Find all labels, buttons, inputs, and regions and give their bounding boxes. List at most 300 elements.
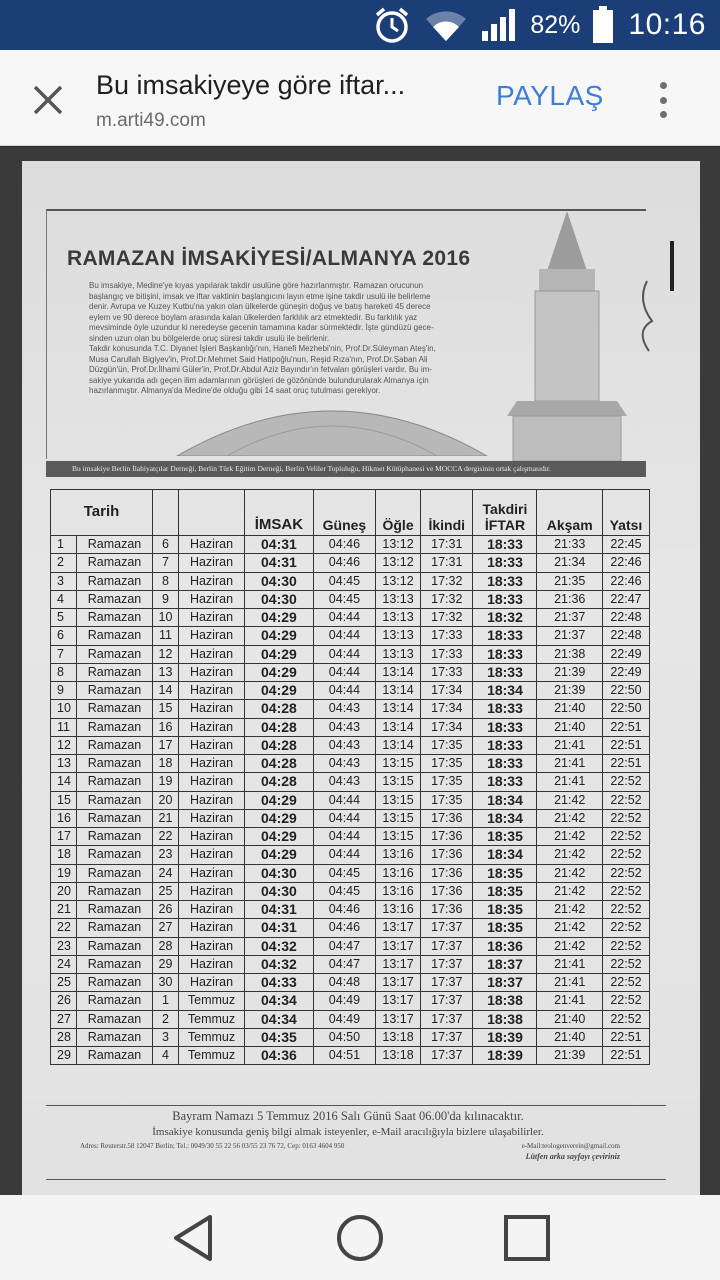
ikindi-time: 17:37	[421, 1028, 473, 1046]
row-number: 29	[51, 1047, 77, 1065]
gregorian-day: 25	[153, 882, 179, 900]
more-vert-icon	[660, 97, 667, 104]
gregorian-month: Haziran	[179, 700, 245, 718]
ikindi-time: 17:35	[421, 736, 473, 754]
home-button[interactable]	[330, 1208, 390, 1268]
gregorian-day: 3	[153, 1028, 179, 1046]
aksam-time: 21:42	[537, 846, 602, 864]
gregorian-day: 17	[153, 736, 179, 754]
more-options-button[interactable]	[648, 78, 678, 122]
ikindi-time: 17:36	[421, 864, 473, 882]
gregorian-day: 6	[153, 536, 179, 554]
ogle-time: 13:12	[376, 554, 421, 572]
battery-percentage: 82%	[530, 10, 581, 39]
imsak-time: 04:31	[245, 554, 314, 572]
ogle-time: 13:17	[376, 974, 421, 992]
aksam-time: 21:34	[537, 554, 602, 572]
ikindi-time: 17:37	[421, 919, 473, 937]
hijri-month: Ramazan	[77, 755, 153, 773]
imsakiye-document	[46, 209, 670, 1161]
gregorian-month: Haziran	[179, 791, 245, 809]
hijri-month: Ramazan	[77, 882, 153, 900]
aksam-time: 21:42	[537, 791, 602, 809]
yatsi-time: 22:52	[602, 828, 649, 846]
iftar-time: 18:33	[473, 736, 537, 754]
iftar-time: 18:38	[473, 992, 537, 1010]
yatsi-time: 22:50	[602, 682, 649, 700]
hijri-month: Ramazan	[77, 645, 153, 663]
table-body	[51, 536, 650, 1065]
bayram-notice: Bayram Namazı 5 Temmuz 2016 Salı Günü Saat 06.00'da kılınacaktır.	[172, 1109, 524, 1123]
col-header-blank	[179, 490, 245, 536]
signal-icon	[480, 7, 520, 43]
ogle-time: 13:14	[376, 736, 421, 754]
gregorian-month: Haziran	[179, 882, 245, 900]
gunes-time: 04:44	[313, 846, 375, 864]
aksam-time: 21:36	[537, 590, 602, 608]
table-row	[51, 937, 650, 955]
table-row	[51, 882, 650, 900]
table-row	[51, 1047, 650, 1065]
ikindi-time: 17:34	[421, 682, 473, 700]
intro-line: Düzgün'ün, Prof.Dr.İlhami Güler'in, Prof.Dr.Abdul Aziz Bayındır'ın fetvaları görüşleri vardır. Bu im-	[89, 365, 432, 374]
imsak-time: 04:31	[245, 536, 314, 554]
hijri-month: Ramazan	[77, 1010, 153, 1028]
col-header-tarih: Tarih	[51, 490, 153, 536]
gregorian-month: Temmuz	[179, 1028, 245, 1046]
row-number: 17	[51, 828, 77, 846]
close-tab-button[interactable]	[26, 78, 70, 122]
ogle-time: 13:16	[376, 901, 421, 919]
row-number: 28	[51, 1028, 77, 1046]
intro-line: Takdir konusunda T.C. Diyanet İşleri Başkanlığı'nın, Hanefi Mezhebi'nin, Prof.Dr.Süleyman Ateş'in,	[89, 344, 436, 353]
ogle-time: 13:15	[376, 828, 421, 846]
intro-line: başlangıç ve bitişini, imsak ve iftar vaktinin başlangıcını layın etme işine takdir usulü ile belirleme	[89, 291, 431, 301]
imsak-time: 04:31	[245, 919, 314, 937]
intro-line: eylem ve 90 derece boylam arasında kalan ülkelerden farklılık arz etmektedir. Bu farklılık yaz	[89, 312, 418, 322]
gregorian-month: Haziran	[179, 901, 245, 919]
iftar-time: 18:34	[473, 682, 537, 700]
hijri-month: Ramazan	[77, 955, 153, 973]
iftar-header-line: İFTAR	[484, 517, 526, 533]
gunes-time: 04:49	[313, 992, 375, 1010]
iftar-time: 18:34	[473, 791, 537, 809]
ikindi-time: 17:37	[421, 1047, 473, 1065]
hijri-month: Ramazan	[77, 809, 153, 827]
gregorian-day: 12	[153, 645, 179, 663]
gunes-time: 04:46	[313, 554, 375, 572]
ikindi-time: 17:35	[421, 755, 473, 773]
row-number: 20	[51, 882, 77, 900]
yatsi-time: 22:46	[602, 554, 649, 572]
ikindi-time: 17:31	[421, 554, 473, 572]
info-notice: İmsakiye konusunda geniş bilgi almak isteyenler, e-Mail aracılığıyla bizlere ulaşabilirler.	[152, 1126, 544, 1138]
yatsi-time: 22:47	[602, 590, 649, 608]
gregorian-month: Haziran	[179, 937, 245, 955]
yatsi-time: 22:51	[602, 1028, 649, 1046]
yatsi-time: 22:52	[602, 937, 649, 955]
col-header-gunes: Güneş	[313, 490, 375, 536]
hijri-month: Ramazan	[77, 937, 153, 955]
ikindi-time: 17:35	[421, 773, 473, 791]
hijri-month: Ramazan	[77, 590, 153, 608]
aksam-time: 21:41	[537, 736, 602, 754]
table-row	[51, 663, 650, 681]
gregorian-day: 8	[153, 572, 179, 590]
ikindi-time: 17:32	[421, 609, 473, 627]
browser-toolbar	[0, 50, 720, 146]
table-row	[51, 1028, 650, 1046]
col-header-yatsi: Yatsı	[602, 490, 649, 536]
iftar-time: 18:35	[473, 919, 537, 937]
gunes-time: 04:44	[313, 828, 375, 846]
ikindi-time: 17:35	[421, 791, 473, 809]
gunes-time: 04:43	[313, 700, 375, 718]
iftar-time: 18:35	[473, 864, 537, 882]
imsak-time: 04:29	[245, 828, 314, 846]
imsak-time: 04:30	[245, 882, 314, 900]
minaret-illustration	[477, 211, 657, 461]
gunes-time: 04:46	[313, 919, 375, 937]
hijri-month: Ramazan	[77, 572, 153, 590]
gregorian-month: Haziran	[179, 974, 245, 992]
ikindi-time: 17:37	[421, 1010, 473, 1028]
ogle-time: 13:13	[376, 609, 421, 627]
gunes-time: 04:43	[313, 718, 375, 736]
yatsi-time: 22:52	[602, 992, 649, 1010]
gregorian-month: Haziran	[179, 718, 245, 736]
aksam-time: 21:41	[537, 974, 602, 992]
gregorian-day: 16	[153, 718, 179, 736]
more-vert-icon	[660, 111, 667, 118]
iftar-time: 18:35	[473, 882, 537, 900]
aksam-time: 21:41	[537, 773, 602, 791]
imsak-time: 04:29	[245, 663, 314, 681]
ogle-time: 13:15	[376, 791, 421, 809]
aksam-time: 21:40	[537, 718, 602, 736]
yatsi-time: 22:52	[602, 791, 649, 809]
gregorian-day: 28	[153, 937, 179, 955]
row-number: 6	[51, 627, 77, 645]
col-header-imsak: İMSAK	[245, 490, 314, 536]
gunes-time: 04:44	[313, 609, 375, 627]
gregorian-day: 14	[153, 682, 179, 700]
yatsi-time: 22:52	[602, 773, 649, 791]
ikindi-time: 17:36	[421, 882, 473, 900]
page-content[interactable]	[0, 147, 720, 1195]
aksam-time: 21:41	[537, 955, 602, 973]
imsak-time: 04:33	[245, 974, 314, 992]
close-icon	[32, 84, 64, 116]
back-button[interactable]	[163, 1208, 223, 1268]
table-row	[51, 572, 650, 590]
intro-line: Bu imsakiye, Medine'ye kıyas yapılarak takdir usulüne göre hazırlanmıştır. Ramazan orucunun	[89, 281, 424, 290]
ikindi-time: 17:36	[421, 809, 473, 827]
gregorian-day: 21	[153, 809, 179, 827]
ogle-time: 13:17	[376, 1010, 421, 1028]
gregorian-day: 23	[153, 846, 179, 864]
document-header	[46, 209, 646, 459]
ogle-time: 13:15	[376, 755, 421, 773]
navigation-bar	[0, 1195, 720, 1280]
aksam-time: 21:37	[537, 627, 602, 645]
iftar-time: 18:39	[473, 1028, 537, 1046]
yatsi-time: 22:52	[602, 882, 649, 900]
table-row	[51, 773, 650, 791]
divider	[46, 1105, 666, 1106]
yatsi-time: 22:52	[602, 955, 649, 973]
iftar-time: 18:33	[473, 590, 537, 608]
gregorian-month: Haziran	[179, 919, 245, 937]
address: Adres: Reuterstr.58 12047 Berlin; Tel.: 0049/30 55 22 56 03/55 23 76 72, Cep: 0163 4604 950	[80, 1142, 345, 1150]
gregorian-month: Haziran	[179, 955, 245, 973]
page-url: m.arti49.com	[96, 110, 206, 131]
ogle-time: 13:13	[376, 627, 421, 645]
gregorian-month: Haziran	[179, 609, 245, 627]
imsak-time: 04:32	[245, 937, 314, 955]
gunes-time: 04:44	[313, 809, 375, 827]
row-number: 18	[51, 846, 77, 864]
ogle-time: 13:17	[376, 919, 421, 937]
row-number: 12	[51, 736, 77, 754]
status-bar	[0, 0, 720, 50]
iftar-time: 18:35	[473, 901, 537, 919]
aksam-time: 21:42	[537, 828, 602, 846]
gregorian-day: 15	[153, 700, 179, 718]
table-row	[51, 846, 650, 864]
hijri-month: Ramazan	[77, 773, 153, 791]
yatsi-time: 22:46	[602, 572, 649, 590]
home-circle-icon	[335, 1213, 385, 1263]
ogle-time: 13:14	[376, 682, 421, 700]
gregorian-month: Temmuz	[179, 1047, 245, 1065]
intro-line: sakiye yukarıda adı geçen ilim adamlarının görüşleri de gözönünde bulundurularak Almanya için	[89, 375, 429, 385]
yatsi-time: 22:49	[602, 663, 649, 681]
wifi-icon	[424, 7, 468, 43]
gunes-time: 04:51	[313, 1047, 375, 1065]
row-number: 10	[51, 700, 77, 718]
yatsi-time: 22:51	[602, 1047, 649, 1065]
gunes-time: 04:43	[313, 736, 375, 754]
ogle-time: 13:18	[376, 1047, 421, 1065]
yatsi-time: 22:45	[602, 536, 649, 554]
yatsi-time: 22:48	[602, 627, 649, 645]
gregorian-day: 9	[153, 590, 179, 608]
row-number: 21	[51, 901, 77, 919]
iftar-time: 18:34	[473, 846, 537, 864]
intro-line: sinden uzun olan bu bölgelerde oruç süresi takdir usulü ile belirlenir.	[89, 333, 330, 343]
row-number: 24	[51, 955, 77, 973]
document-photo	[22, 161, 700, 1195]
ogle-time: 13:15	[376, 809, 421, 827]
table-row	[51, 609, 650, 627]
ikindi-time: 17:36	[421, 901, 473, 919]
table-row	[51, 590, 650, 608]
imsak-time: 04:29	[245, 627, 314, 645]
gunes-time: 04:44	[313, 627, 375, 645]
table-row	[51, 974, 650, 992]
aksam-time: 21:42	[537, 809, 602, 827]
hijri-month: Ramazan	[77, 791, 153, 809]
gregorian-month: Haziran	[179, 755, 245, 773]
gunes-time: 04:43	[313, 755, 375, 773]
gregorian-day: 4	[153, 1047, 179, 1065]
imsak-time: 04:29	[245, 645, 314, 663]
col-header-aksam: Akşam	[537, 490, 602, 536]
gregorian-day: 27	[153, 919, 179, 937]
imsak-time: 04:35	[245, 1028, 314, 1046]
gregorian-day: 7	[153, 554, 179, 572]
yatsi-time: 22:52	[602, 919, 649, 937]
gregorian-day: 10	[153, 609, 179, 627]
iftar-time: 18:33	[473, 663, 537, 681]
hijri-month: Ramazan	[77, 682, 153, 700]
hijri-month: Ramazan	[77, 663, 153, 681]
iftar-time: 18:37	[473, 955, 537, 973]
yatsi-time: 22:52	[602, 864, 649, 882]
imsak-time: 04:28	[245, 700, 314, 718]
gregorian-month: Temmuz	[179, 992, 245, 1010]
gregorian-day: 1	[153, 992, 179, 1010]
gregorian-day: 22	[153, 828, 179, 846]
ogle-time: 13:13	[376, 590, 421, 608]
aksam-time: 21:41	[537, 992, 602, 1010]
row-number: 15	[51, 791, 77, 809]
aksam-time: 21:39	[537, 682, 602, 700]
aksam-time: 21:42	[537, 864, 602, 882]
gregorian-day: 30	[153, 974, 179, 992]
ikindi-time: 17:33	[421, 627, 473, 645]
iftar-time: 18:36	[473, 937, 537, 955]
imsak-time: 04:28	[245, 736, 314, 754]
ogle-time: 13:16	[376, 864, 421, 882]
gregorian-month: Temmuz	[179, 1010, 245, 1028]
aksam-time: 21:38	[537, 645, 602, 663]
iftar-time: 18:33	[473, 536, 537, 554]
ikindi-time: 17:31	[421, 536, 473, 554]
hijri-month: Ramazan	[77, 627, 153, 645]
row-number: 27	[51, 1010, 77, 1028]
ikindi-time: 17:32	[421, 572, 473, 590]
iftar-time: 18:33	[473, 554, 537, 572]
aksam-time: 21:35	[537, 572, 602, 590]
col-header-ogle: Öğle	[376, 490, 421, 536]
table-row	[51, 992, 650, 1010]
hijri-month: Ramazan	[77, 536, 153, 554]
col-header-blank	[153, 490, 179, 536]
back-triangle-icon	[170, 1213, 216, 1263]
table-row	[51, 864, 650, 882]
ikindi-time: 17:37	[421, 937, 473, 955]
ogle-time: 13:12	[376, 572, 421, 590]
table-row	[51, 791, 650, 809]
gunes-time: 04:44	[313, 791, 375, 809]
imsak-time: 04:29	[245, 609, 314, 627]
imsak-time: 04:29	[245, 846, 314, 864]
yatsi-time: 22:52	[602, 1010, 649, 1028]
row-number: 14	[51, 773, 77, 791]
ogle-time: 13:14	[376, 700, 421, 718]
yatsi-time: 22:49	[602, 645, 649, 663]
imsak-time: 04:34	[245, 992, 314, 1010]
yatsi-time: 22:52	[602, 974, 649, 992]
gregorian-month: Haziran	[179, 846, 245, 864]
ogle-time: 13:16	[376, 882, 421, 900]
hijri-month: Ramazan	[77, 1047, 153, 1065]
gregorian-day: 29	[153, 955, 179, 973]
imsak-time: 04:29	[245, 809, 314, 827]
gunes-time: 04:46	[313, 901, 375, 919]
imsak-time: 04:36	[245, 1047, 314, 1065]
table-row	[51, 1010, 650, 1028]
imsak-time: 04:30	[245, 864, 314, 882]
table-row	[51, 919, 650, 937]
page-margin-mark	[670, 241, 674, 291]
ogle-time: 13:18	[376, 1028, 421, 1046]
ogle-time: 13:17	[376, 955, 421, 973]
yatsi-time: 22:51	[602, 755, 649, 773]
ikindi-time: 17:32	[421, 590, 473, 608]
imsak-time: 04:34	[245, 1010, 314, 1028]
hijri-month: Ramazan	[77, 700, 153, 718]
iftar-time: 18:33	[473, 645, 537, 663]
gregorian-month: Haziran	[179, 773, 245, 791]
gunes-time: 04:44	[313, 663, 375, 681]
hijri-month: Ramazan	[77, 1028, 153, 1046]
recents-button[interactable]	[497, 1208, 557, 1268]
gunes-time: 04:48	[313, 974, 375, 992]
table-row	[51, 718, 650, 736]
gunes-time: 04:43	[313, 773, 375, 791]
iftar-time: 18:33	[473, 627, 537, 645]
table-row	[51, 700, 650, 718]
yatsi-time: 22:51	[602, 718, 649, 736]
gregorian-month: Haziran	[179, 590, 245, 608]
table-row	[51, 536, 650, 554]
gregorian-day: 24	[153, 864, 179, 882]
hijri-month: Ramazan	[77, 864, 153, 882]
iftar-time: 18:35	[473, 828, 537, 846]
iftar-time: 18:33	[473, 773, 537, 791]
clock: 10:16	[628, 8, 706, 41]
recents-square-icon	[502, 1213, 552, 1263]
intro-line: denir. Avrupa ve Kuzey Kutbu'na yakın olan ülkelerde güneşin doğuş ve batış hareketi 45 derece	[89, 302, 431, 311]
gregorian-month: Haziran	[179, 554, 245, 572]
sponsor-strip: Bu imsakiye Berlin İlahiyatçılar Derneği, Berlin Türk Eğitim Derneği, Berlin Veliler Topluluğu, Hikmet Kütüphanesi ve MOCCA dergisinin ortak çalışmasıdır.	[46, 461, 646, 477]
gregorian-month: Haziran	[179, 645, 245, 663]
aksam-time: 21:41	[537, 755, 602, 773]
gunes-time: 04:50	[313, 1028, 375, 1046]
ogle-time: 13:17	[376, 937, 421, 955]
table-row	[51, 755, 650, 773]
gregorian-month: Haziran	[179, 736, 245, 754]
table-row	[51, 627, 650, 645]
row-number: 8	[51, 663, 77, 681]
gunes-time: 04:45	[313, 882, 375, 900]
row-number: 16	[51, 809, 77, 827]
document-title: RAMAZAN İMSAKİYESİ/ALMANYA 2016	[67, 247, 471, 270]
gregorian-day: 26	[153, 901, 179, 919]
ikindi-time: 17:34	[421, 700, 473, 718]
ikindi-time: 17:33	[421, 663, 473, 681]
email: e-Mail:teologenverein@gmail.com	[521, 1142, 620, 1150]
share-button[interactable]: PAYLAŞ	[496, 80, 604, 111]
imsak-time: 04:29	[245, 791, 314, 809]
aksam-time: 21:40	[537, 1010, 602, 1028]
iftar-time: 18:33	[473, 755, 537, 773]
iftar-time: 18:39	[473, 1047, 537, 1065]
iftar-time: 18:37	[473, 974, 537, 992]
